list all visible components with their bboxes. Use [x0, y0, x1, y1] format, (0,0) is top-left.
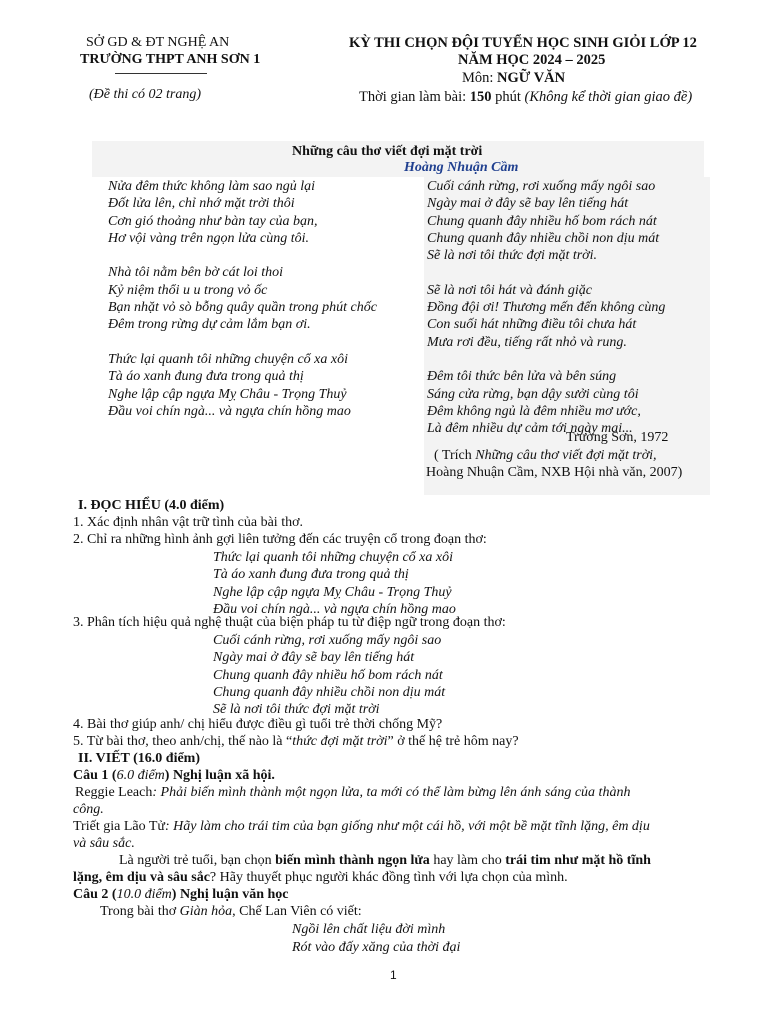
c2-intro: [100, 904, 362, 920]
poem-right-column: [427, 178, 665, 437]
source-title: Những câu thơ viết đợi mặt trời,: [475, 448, 657, 463]
poem-line: Chung quanh đây nhiều chồi non dịu mát: [427, 230, 660, 246]
poem-line: Sẽ là nơi tôi thức đợi mặt trời.: [427, 248, 598, 264]
prompt-choice-lake: trái tim như mặt hồ tĩnh: [505, 853, 651, 868]
c2-intro-text: Trong bài thơ: [100, 904, 180, 919]
department-name: SỞ GD & ĐT NGHỆ AN: [86, 35, 230, 50]
c2-poem-title: Giàn hỏa: [179, 904, 233, 919]
poem-line: Đầu voi chín ngà... và ngựa chín hồng mao: [108, 403, 351, 419]
poem-line-blank: [108, 334, 377, 351]
excerpt-line: Rót vào đấy xăng của thời đại: [292, 939, 461, 955]
poem-line: Cuối cánh rừng, rơi xuống mấy ngôi sao: [427, 179, 656, 194]
question-5-part: ” ở thế hệ trẻ hôm nay?: [387, 734, 519, 749]
poem-line: Cơn gió thoảng như bàn tay của bạn,: [108, 213, 318, 229]
excerpt-line: Chung quanh đây nhiều chồi non dịu mát: [213, 684, 446, 700]
c1-text: Câu 1 (: [73, 768, 117, 783]
c2-excerpt: [292, 921, 460, 956]
question-4: 4. Bài thơ giúp anh/ chị hiểu được điều gì tuổi trẻ thời chống Mỹ?: [73, 717, 443, 732]
reggie-quote: : Phải biến mình thành một ngọn lửa, ta mới có thể làm bừng lên ánh sáng của thành: [152, 785, 631, 800]
poem-line-blank: [427, 264, 665, 281]
excerpt-line: Chung quanh đây nhiều hố bom rách nát: [213, 667, 443, 683]
question-3-excerpt: [213, 632, 445, 718]
question-c2-heading: [73, 887, 288, 903]
poem-line: Kỷ niệm thổi u u trong vỏ ốc: [108, 282, 268, 298]
poem-line: Thức lại quanh tôi những chuyện cổ xa xôi: [108, 351, 349, 367]
poem-line: Đốt lửa lên, chỉ nhớ mặt trời thôi: [108, 196, 295, 212]
poem-line: Nghe lập cập ngựa Mỵ Châu - Trọng Thuỷ: [108, 386, 347, 402]
poem-line: Bạn nhặt vỏ sò bỗng quây quần trong phút chốc: [108, 300, 377, 316]
poem-line: Sáng cửa rừng, bạn dậy sưởi cùng tôi: [427, 386, 639, 402]
section-reading-heading: I. ĐỌC HIỂU (4.0 điểm): [78, 498, 225, 513]
c2-text: ) Nghị luận văn học: [171, 887, 289, 902]
exam-title: KỲ THI CHỌN ĐỘI TUYỂN HỌC SINH GIỎI LỚP 12: [349, 35, 697, 51]
poem-left-column: [108, 178, 377, 420]
prompt-choice-lake-cont: lặng, êm dịu và sâu sắc: [73, 870, 210, 885]
poem-line: Nửa đêm thức không làm sao ngủ lại: [108, 179, 315, 194]
question-2-excerpt: [213, 549, 456, 618]
subject-name: NGỮ VĂN: [497, 70, 566, 86]
poem-line: Sẽ là nơi tôi hát và đánh giặc: [427, 282, 592, 298]
source-open: ( Trích: [434, 448, 476, 463]
excerpt-line: Cuối cánh rừng, rơi xuống mấy ngôi sao: [213, 633, 442, 648]
poem-line: Chung quanh đây nhiều hố bom rách nát: [427, 213, 657, 229]
poem-date-place: Trường Sơn, 1972: [566, 430, 669, 445]
poem-author: Hoàng Nhuận Cầm: [404, 160, 519, 175]
section-writing-heading: II. VIẾT (16.0 điểm): [78, 751, 201, 766]
poem-line: Đồng đội ơi! Thương mến đến không cùng: [427, 300, 666, 316]
excerpt-line: Tà áo xanh đung đưa trong quả thị: [213, 567, 409, 583]
excerpt-line: Ngồi lên chất liệu đời mình: [292, 922, 446, 937]
c1-prompt-line-1: [119, 853, 651, 869]
excerpt-line: Đầu voi chín ngà... và ngựa chín hồng mao: [213, 601, 456, 617]
poem-line: Đêm tôi thức bên lửa và bên súng: [427, 369, 617, 385]
poem-line: Tà áo xanh đung đưa trong quả thị: [108, 369, 304, 385]
poem-line: Con suối hát những điều tôi chưa hát: [427, 317, 637, 333]
excerpt-line: Thức lại quanh tôi những chuyện cổ xa xôi: [213, 550, 454, 565]
time-line: [359, 89, 692, 106]
c2-intro-text: , Chế Lan Viên có viết:: [232, 904, 362, 919]
poem-line: Đêm không ngủ là đêm nhiều mơ ước,: [427, 403, 641, 419]
laotu-quote: : Hãy làm cho trái tim của bạn giống như một cái hồ, với một bề mặt tĩnh lặng, êm dịu: [164, 819, 650, 834]
c1-text: ) Nghị luận xã hội.: [164, 768, 275, 783]
question-2: 2. Chỉ ra những hình ảnh gợi liên tưởng đến các truyện cổ trong đoạn thơ:: [73, 532, 487, 547]
poem-title: Những câu thơ viết đợi mặt trời: [292, 144, 483, 159]
question-5: [73, 734, 519, 750]
excerpt-line: Nghe lập cập ngựa Mỵ Châu - Trọng Thuỷ: [213, 584, 452, 600]
poem-source-line-2: Hoàng Nhuận Cầm, NXB Hội nhà văn, 2007): [426, 465, 683, 480]
poem-source-line-1: [434, 448, 657, 464]
poem-line: Đêm trong rừng dự cảm lắm bạn ơi.: [108, 317, 311, 333]
question-1: 1. Xác định nhân vật trữ tình của bài thơ.: [73, 515, 303, 530]
time-label: Thời gian làm bài:: [359, 89, 467, 105]
poem-line: Hơ vội vàng trên ngọn lửa cùng tôi.: [108, 230, 309, 246]
laotu-name: Triết gia Lão Tử: [73, 819, 165, 834]
header-divider: [115, 73, 207, 74]
poem-line: Mưa rơi đều, tiếng rất nhỏ và rung.: [427, 334, 627, 350]
subject-label: Môn:: [462, 70, 494, 86]
pages-note: (Đề thi có 02 trang): [89, 87, 201, 102]
laotu-quote-line-2: và sâu sắc.: [73, 836, 135, 851]
poem-line-blank: [108, 247, 377, 264]
c2-points: 10.0 điểm: [116, 887, 172, 902]
reggie-name: Reggie Leach: [75, 785, 153, 800]
c1-points: 6.0 điểm: [116, 768, 165, 783]
prompt-text: Là người trẻ tuổi, bạn chọn: [119, 853, 276, 868]
time-unit: phút: [495, 89, 521, 105]
poem-line-blank: [427, 351, 665, 368]
poem-line: Nhà tôi nằm bên bờ cát loi thoi: [108, 265, 284, 281]
time-note: (Không kể thời gian giao đề): [524, 89, 693, 105]
page-number: 1: [390, 968, 397, 982]
question-c1-heading: [73, 768, 275, 784]
poem-line: Ngày mai ở đây sẽ bay lên tiếng hát: [427, 196, 629, 212]
time-value: 150: [469, 89, 492, 105]
poem-line: Là đêm nhiều dự cảm tới ngày mai...: [427, 421, 633, 437]
c2-text: Câu 2 (: [73, 887, 117, 902]
prompt-choice-fire: biến mình thành ngọn lửa: [275, 853, 430, 868]
excerpt-line: Ngày mai ở đây sẽ bay lên tiếng hát: [213, 650, 415, 666]
question-5-part: 5. Từ bài thơ, theo anh/chị, thế nào là “: [73, 734, 293, 749]
school-year: NĂM HỌC 2024 – 2025: [458, 52, 606, 68]
excerpt-line: Sẽ là nơi tôi thức đợi mặt trời: [213, 702, 380, 718]
c1-prompt-line-2: [73, 870, 568, 886]
reggie-quote-line-1: [75, 785, 630, 801]
laotu-quote-line-1: [73, 819, 650, 835]
prompt-text: hay làm cho: [429, 853, 506, 868]
school-name: TRƯỜNG THPT ANH SƠN 1: [80, 52, 261, 67]
subject-line: [462, 70, 565, 87]
question-3: 3. Phân tích hiệu quả nghệ thuật của biện pháp tu từ điệp ngữ trong đoạn thơ:: [73, 615, 506, 630]
question-5-phrase: thức đợi mặt trời: [292, 734, 388, 749]
prompt-text: ? Hãy thuyết phục người khác đồng tình với lựa chọn của mình.: [209, 870, 568, 885]
reggie-quote-line-2: công.: [73, 802, 104, 817]
